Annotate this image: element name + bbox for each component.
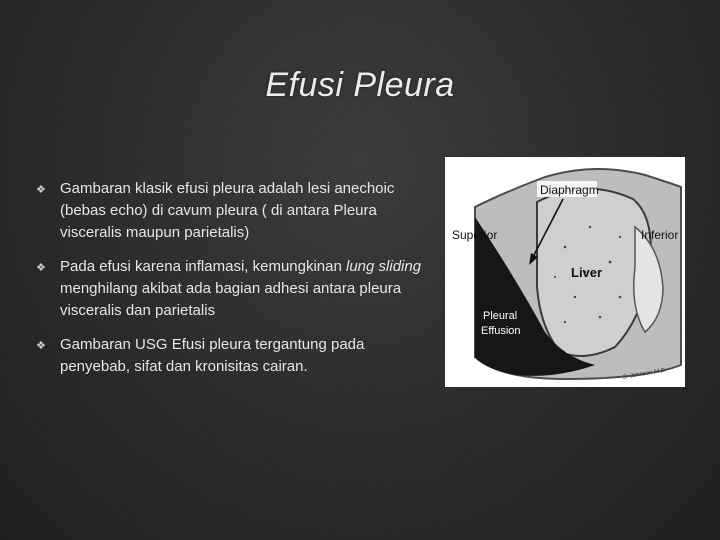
label-pleural: Pleural: [483, 310, 518, 322]
bullet-item: [34, 256, 429, 322]
label-superior: Superior: [452, 228, 498, 242]
label-liver: Liver: [571, 265, 603, 280]
bullet-text: Gambaran klasik efusi pleura adalah lesi anechoic (bebas echo) di cavum pleura ( di antara Pleura visceralis maupun parietalis): [60, 180, 395, 241]
label-diaphragm: Diaphragm: [540, 183, 599, 197]
bullet-text: Pada efusi karena inflamasi, kemungkinan lung sliding menghilang akibat ada bagian adhesi antara pleura visceralis dan parietalis: [60, 258, 422, 319]
slide-title: Efusi Pleura: [265, 66, 455, 104]
label-signature: S. Johnson M.D.: [622, 367, 668, 381]
label-effusion: Effusion: [481, 325, 521, 337]
label-inferior: Inferior: [641, 228, 679, 242]
diamond-bullet-icon: ❖: [36, 340, 46, 352]
bullet-item: [34, 334, 429, 378]
emphasis-text: lung sliding: [346, 258, 422, 275]
ultrasound-diagram-svg: [445, 157, 685, 387]
bullet-text: Gambaran USG Efusi pleura tergantung pada penyebab, sifat dan kronisitas cairan.: [60, 336, 365, 375]
bullet-item: [34, 178, 429, 244]
ultrasound-diagram: [445, 157, 685, 387]
diamond-bullet-icon: ❖: [36, 262, 46, 274]
bullet-list: [34, 178, 429, 390]
diamond-bullet-icon: ❖: [36, 184, 46, 196]
